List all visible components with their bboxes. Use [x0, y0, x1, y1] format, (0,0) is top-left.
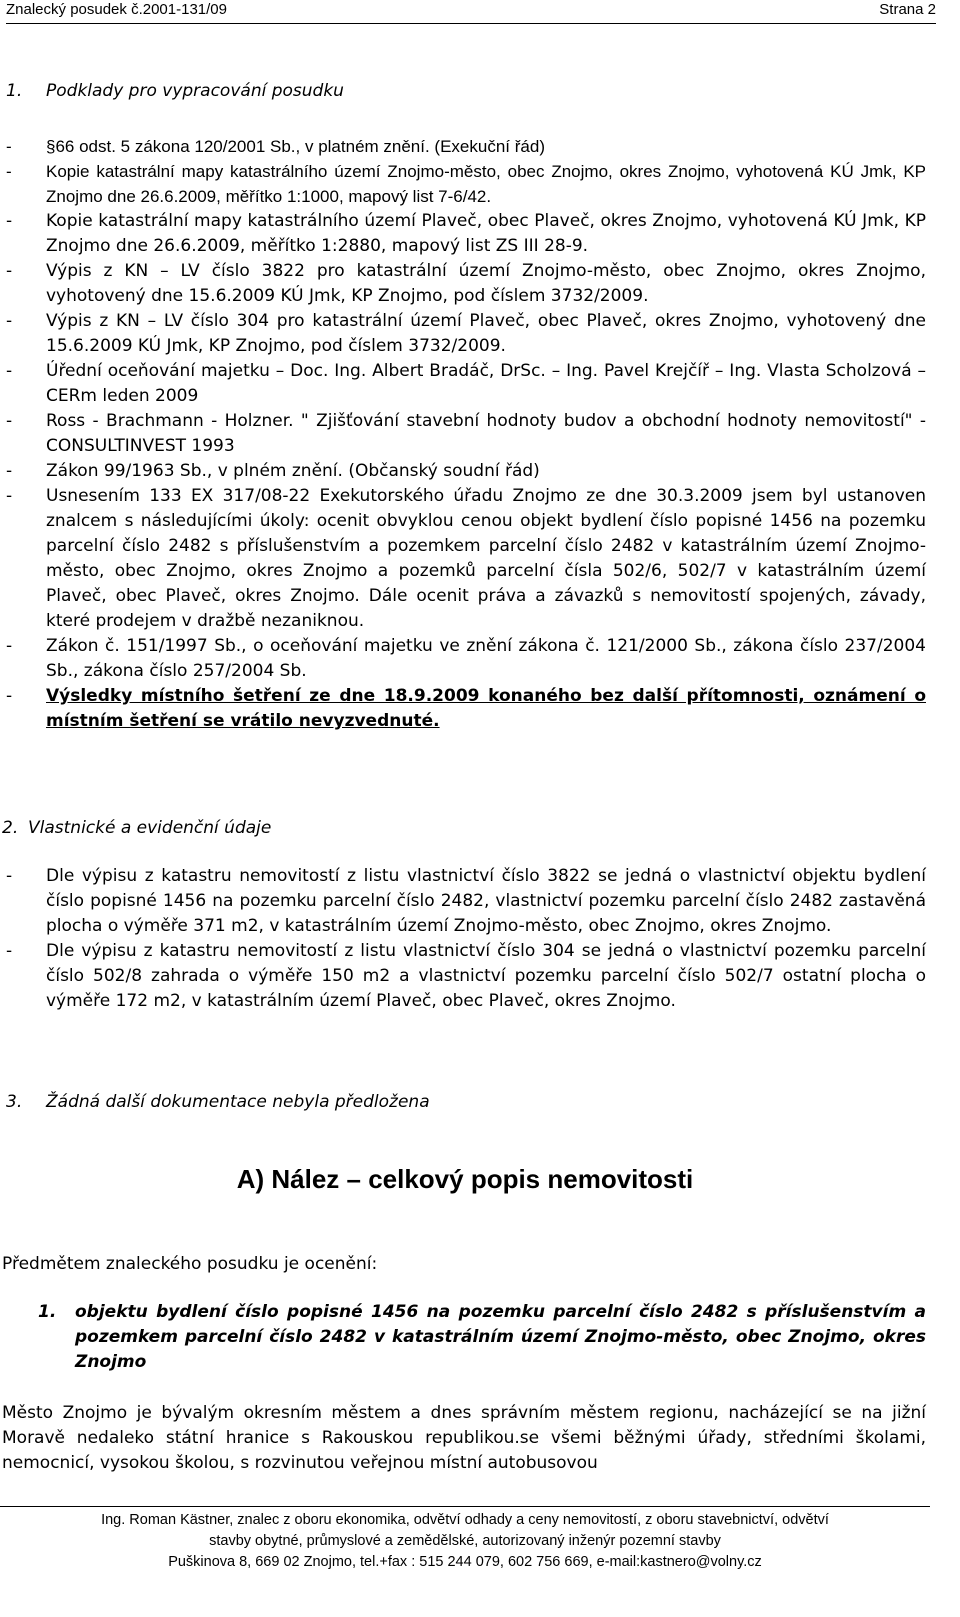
document-number: Znalecký posudek č.2001-131/09: [6, 1, 227, 18]
sources-list: [6, 134, 926, 734]
list-item: - Výpis z KN – LV číslo 304 pro katastrální území Plaveč, obec Plaveč, okres Znojmo, vyhotovený dne 15.6.2009 KÚ Jmk, KP Znojmo, pod číslem 3732/2009.: [6, 311, 926, 356]
bullet-dash: -: [6, 686, 13, 706]
list-item: - Kopie katastrální mapy katastrálního území Plaveč, obec Plaveč, okres Znojmo, vyhotovená KÚ Jmk, KP Znojmo dne 26.6.2009, měřítko 1:2880, mapový list ZS III 28-9.: [6, 211, 926, 256]
section3-number: 3.: [6, 1092, 23, 1112]
section1-title: Podklady pro vypracování posudku: [46, 81, 344, 101]
bullet-dash: -: [6, 162, 12, 181]
footer-line-1: Ing. Roman Kästner, znalec z oboru ekonomika, odvětví odhady a ceny nemovitostí, z oboru stavebnictví, odvětví: [101, 1512, 829, 1528]
inspection-results: Výsledky místního šetření ze dne 18.9.2009 konaného bez další přítomnosti, oznámení o místním šetření se vrátilo nevyzvednuté.: [46, 686, 926, 731]
list-item: - §66 odst. 5 zákona 120/2001 Sb., v platném znění. (Exekuční řád): [6, 134, 926, 159]
list-item: - Úřední oceňování majetku – Doc. Ing. Albert Bradáč, DrSc. – Ing. Pavel Krejčíř – Ing. Vlasta Scholzová – CERm leden 2009: [6, 361, 926, 406]
bullet-dash: -: [6, 361, 13, 381]
page-number: Strana 2: [879, 1, 936, 18]
bullet-dash: -: [6, 211, 13, 231]
section2-number: 2.: [2, 818, 19, 838]
section3-title: Žádná další dokumentace nebyla předložena: [46, 1092, 430, 1112]
ownership-list: [6, 864, 926, 1014]
section2-title: Vlastnické a evidenční údaje: [28, 818, 272, 838]
subject-item-number: 1.: [38, 1302, 57, 1322]
city-description: Město Znojmo je bývalým okresním městem a dnes správním městem regionu, nacházející se na jižní Moravě nedaleko státní hranice s Rakouskou republikou.se všemi běžnými úřady, středními školami, nemocnicí, vysokou školou, s rozvinutou veřejnou místní autobusovou: [2, 1403, 926, 1473]
header-rule: [6, 23, 936, 24]
subject-intro: Předmětem znaleckého posudku je ocenění:: [2, 1254, 378, 1274]
page-footer: [0, 1506, 930, 1573]
section1-number: 1.: [6, 81, 23, 101]
bullet-dash: -: [6, 866, 13, 886]
page-header: [6, 0, 936, 24]
list-item: [6, 684, 926, 734]
findings-heading: A) Nález – celkový popis nemovitosti: [236, 1164, 694, 1194]
bullet-dash: -: [6, 261, 13, 281]
list-item: - Ross - Brachmann - Holzner. " Zjišťování stavební hodnoty budov a obchodní hodnoty nemovitostí" - CONSULTINVEST 1993: [6, 411, 926, 456]
bullet-dash: -: [6, 636, 13, 656]
subject-item-text: objektu bydlení číslo popisné 1456 na pozemku parcelní číslo 2482 s příslušenstvím a pozemkem parcelní číslo 2482 v katastrálním území Znojmo-město, obec Znojmo, okres Znojmo: [75, 1302, 926, 1372]
list-item: - Dle výpisu z katastru nemovitostí z listu vlastnictví číslo 3822 se jedná o vlastnictví objektu bydlení číslo popisné 1456 na pozemku parcelní číslo 2482, vlastnictví pozemku parcelní číslo 2482 zastavěná plocha o výměře 371 m2, v katastrálním území Znojmo-město, obec Znojmo, okres Znojmo.: [6, 866, 926, 936]
footer-line-2: stavby obytné, průmyslové a zemědělské, autorizovaný inženýr pozemní stavby: [209, 1533, 721, 1549]
list-item: - Dle výpisu z katastru nemovitostí z listu vlastnictví číslo 304 se jedná o vlastnictví pozemku parcelní číslo 502/8 zahrada o výměře 150 m2 a vlastnictví pozemku parcelní číslo 502/7 ostatní plocha o výměře 172 m2, v katastrálním území Plaveč, obec Plaveč, okres Znojmo.: [6, 941, 926, 1011]
bullet-dash: -: [6, 486, 13, 506]
list-item: - Výpis z KN – LV číslo 3822 pro katastrální území Znojmo-město, obec Znojmo, okres Znojmo, vyhotovený dne 15.6.2009 KÚ Jmk, KP Znojmo, pod číslem 3732/2009.: [6, 261, 926, 306]
list-item: - Kopie katastrální mapy katastrálního území Znojmo-město, obec Znojmo, okres Znojmo, vyhotovená KÚ Jmk, KP Znojmo dne 26.6.2009, měřítko 1:1000, mapový list 7-6/42.: [6, 159, 926, 209]
footer-line-3: Puškinova 8, 669 02 Znojmo, tel.+fax : 515 244 079, 602 756 669, e-mail:kastnero@volny.cz: [168, 1554, 762, 1570]
bullet-dash: -: [6, 311, 13, 331]
list-item: - Zákon č. 151/1997 Sb., o oceňování majetku ve znění zákona č. 121/2000 Sb., zákona číslo 237/2004 Sb., zákona číslo 257/2004 Sb.: [6, 636, 926, 681]
bullet-dash: -: [6, 461, 13, 481]
bullet-dash: -: [6, 941, 13, 961]
list-item: - Zákon 99/1963 Sb., v plném znění. (Občanský soudní řád): [6, 459, 926, 484]
bullet-dash: -: [6, 137, 12, 156]
bullet-dash: -: [6, 411, 13, 431]
list-item: - Usnesením 133 EX 317/08-22 Exekutorského úřadu Znojmo ze dne 30.3.2009 jsem byl ustanoven znalcem s následujícími úkoly: ocenit obvyklou cenou objekt bydlení číslo popisné 1456 na pozemku parcelní číslo 2482 s příslušenstvím a pozemkem parcelní číslo 2482 v katastrálním území Znojmo-město, obec Znojmo, okres Znojmo a pozemků parcelní čísla 502/6, 502/7 v katastrálním území Plaveč, obec Plaveč, okres Znojmo. Dále ocenit práva a závazků s nemovitostí spojených, závady, které prodejem v dražbě nezaniknou.: [6, 486, 926, 631]
